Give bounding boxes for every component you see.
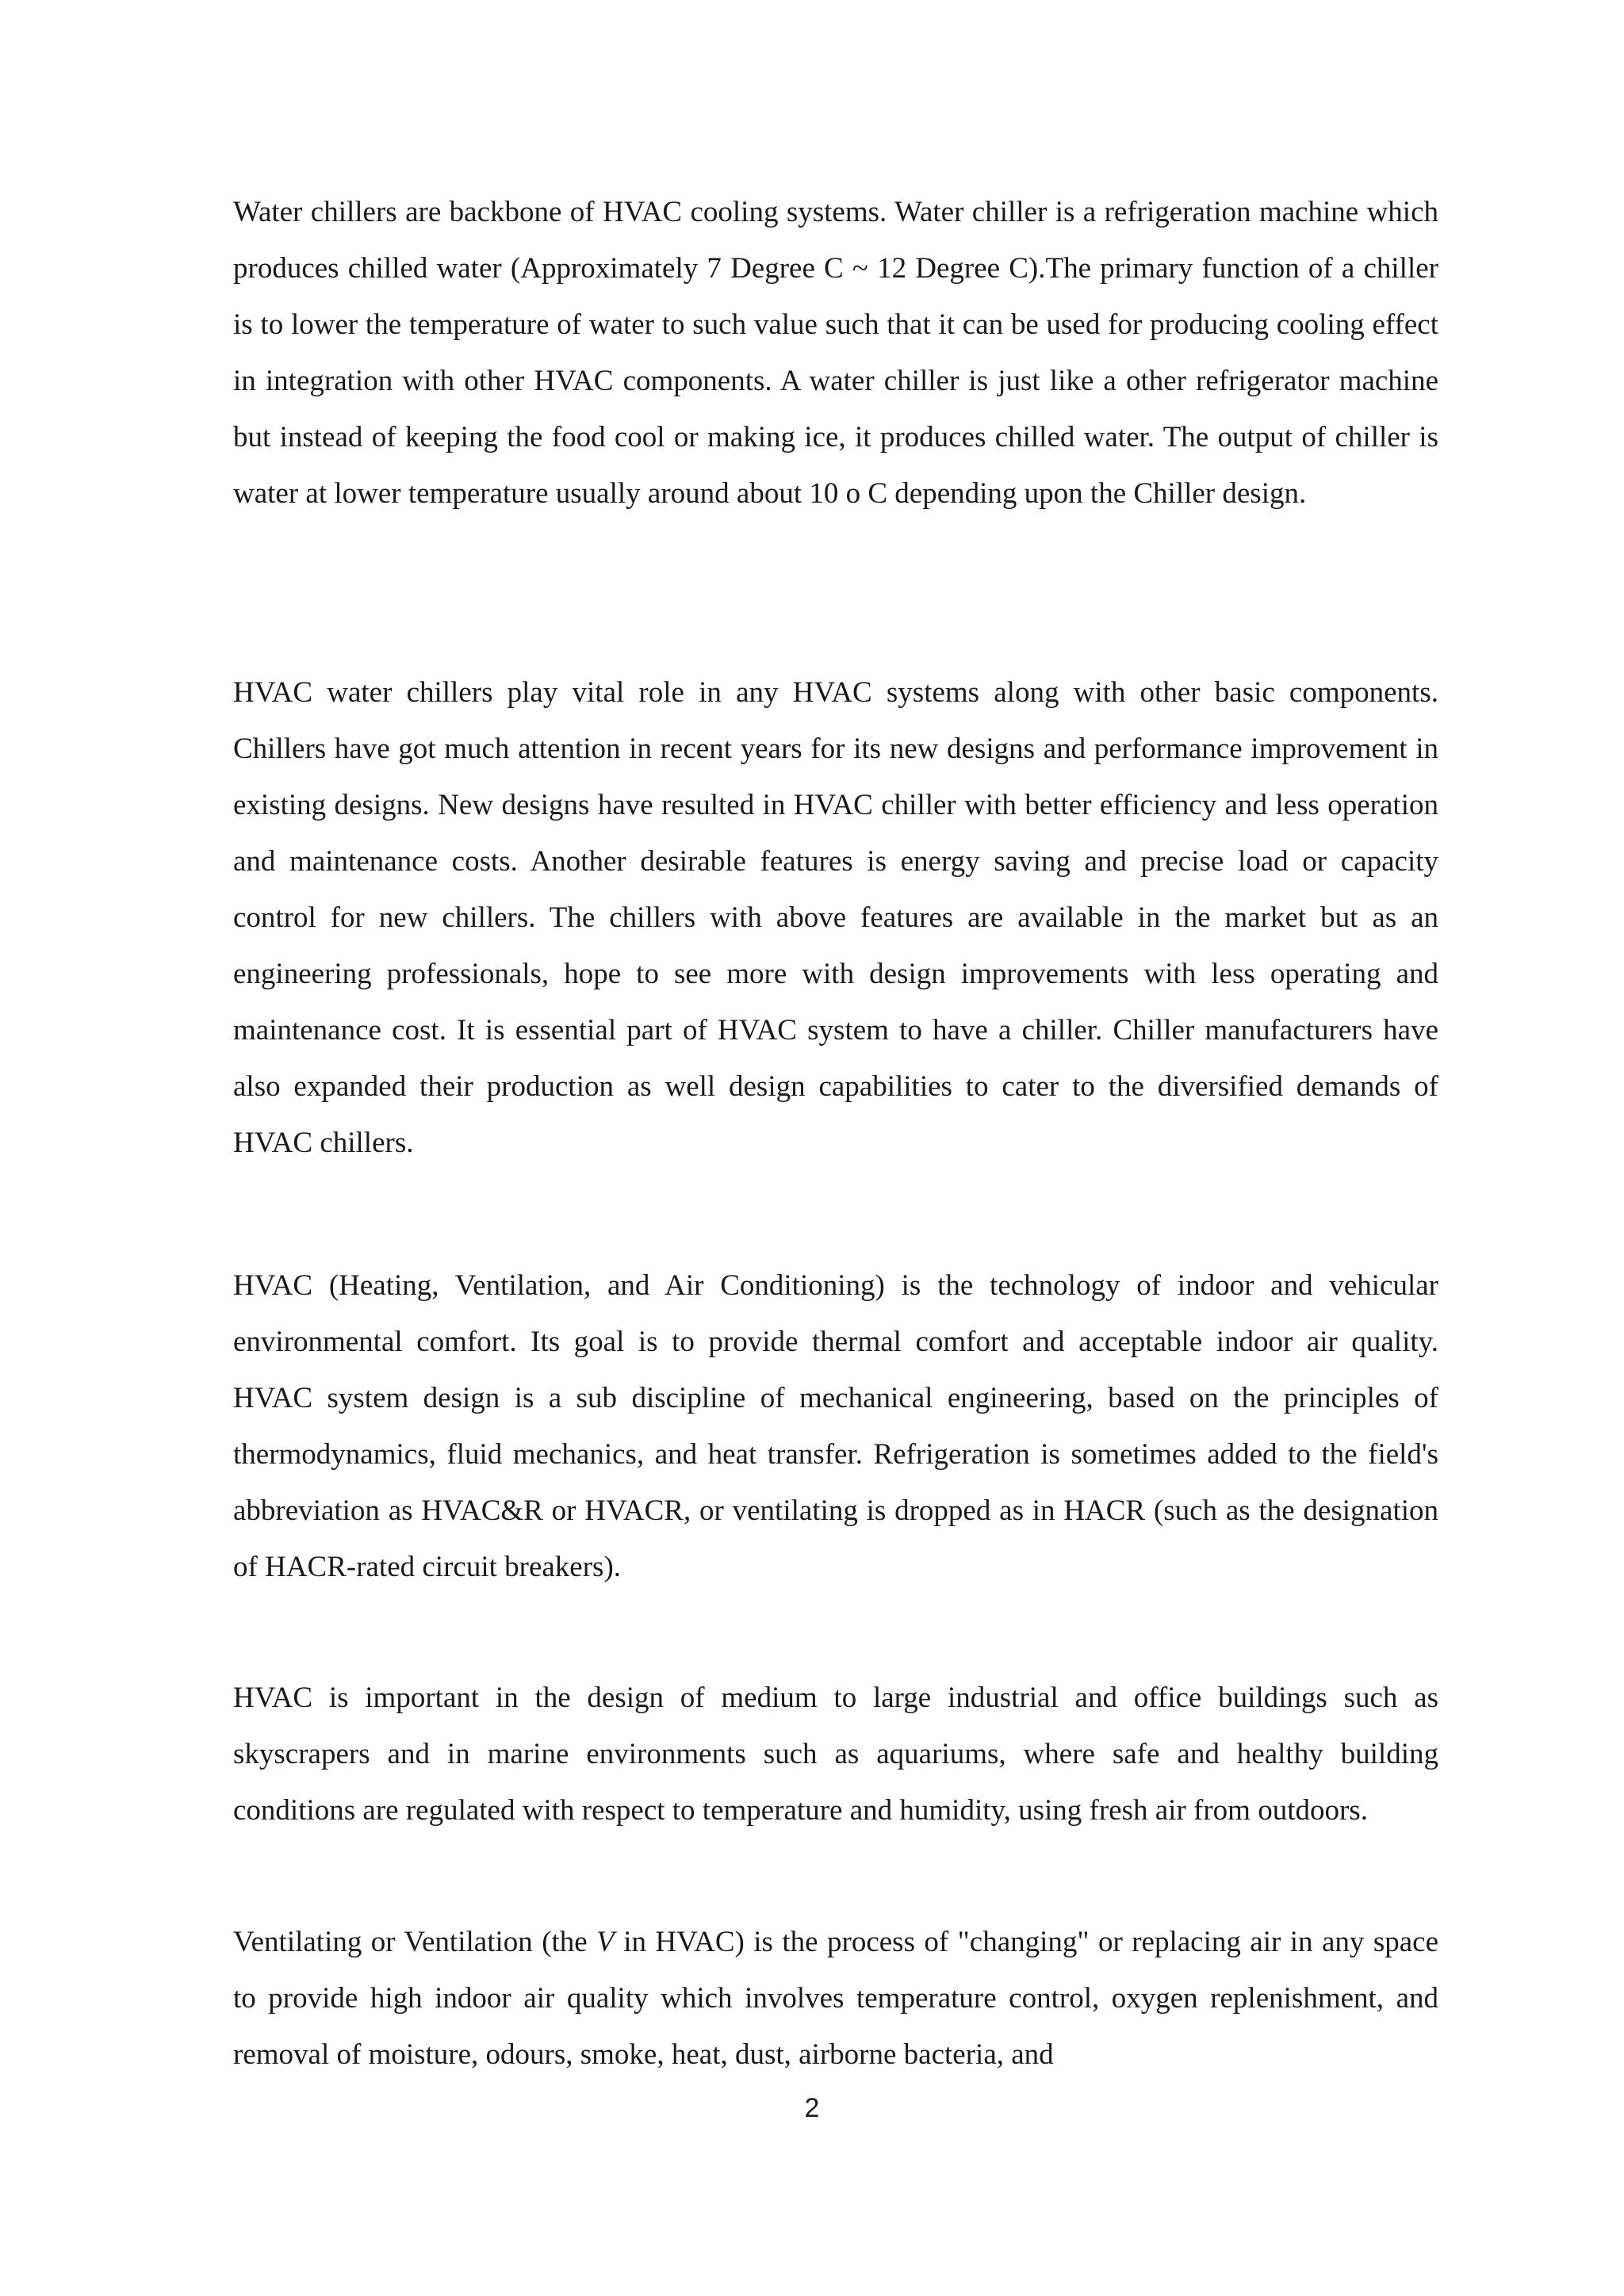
ventilation-text-start: Ventilating or Ventilation (the xyxy=(233,1926,597,1958)
paragraph-hvac-importance: HVAC is important in the design of medium to large industrial and office buildings such as skyscrapers and in marine environments such as aquariums, where safe and healthy building conditions are regulated with respect to temperature and humidity, using fresh air from outdoors. xyxy=(233,1682,1438,1827)
paragraph-hvac-definition: HVAC (Heating, Ventilation, and Air Conditioning) is the technology of indoor and vehicular environmental comfort. Its goal is to provide thermal comfort and acceptable indoor air quality. HVAC system design is a sub discipline of mechanical engineering, based on the principles of thermodynamics, fluid mechanics, and heat transfer. Refrigeration is sometimes added to the field's abbreviation as HVAC&R or HVACR, or ventilating is dropped as in HACR (such as the designation of HACR-rated circuit breakers). xyxy=(233,1269,1438,1583)
ventilation-italic-letter: V xyxy=(596,1926,615,1958)
ventilation-text-end: in HVAC) is the process of "changing" or replacing air in any space to provide high indoor air quality which involves temperature control, oxygen replenishment, and removal of moisture, odours, smoke, heat, dust, airborne bacteria, and xyxy=(233,1926,1438,2071)
page-number: 2 xyxy=(804,2093,820,2123)
paragraph-water-chillers: Water chillers are backbone of HVAC cooling systems. Water chiller is a refrigeration machine which produces chilled water (Approximately 7 Degree C ~ 12 Degree C).The primary function of a chiller is to lower the temperature of water to such value such that it can be used for producing cooling effect in integration with other HVAC components. A water chiller is just like a other refrigerator machine but instead of keeping the food cool or making ice, it produces chilled water. The output of chiller is water at lower temperature usually around about 10 o C depending upon the Chiller design. xyxy=(233,196,1438,510)
paragraph-hvac-water-chillers: HVAC water chillers play vital role in any HVAC systems along with other basic components. Chillers have got much attention in recent years for its new designs and performance improvement in existing designs. New designs have resulted in HVAC chiller with better efficiency and less operation and maintenance costs. Another desirable features is energy saving and precise load or capacity control for new chillers. The chillers with above features are available in the market but as an engineering professionals, hope to see more with design improvements with less operating and maintenance cost. It is essential part of HVAC system to have a chiller. Chiller manufacturers have also expanded their production as well design capabilities to cater to the diversified demands of HVAC chillers. xyxy=(233,676,1438,1159)
paragraph-ventilation xyxy=(233,1914,1438,2083)
